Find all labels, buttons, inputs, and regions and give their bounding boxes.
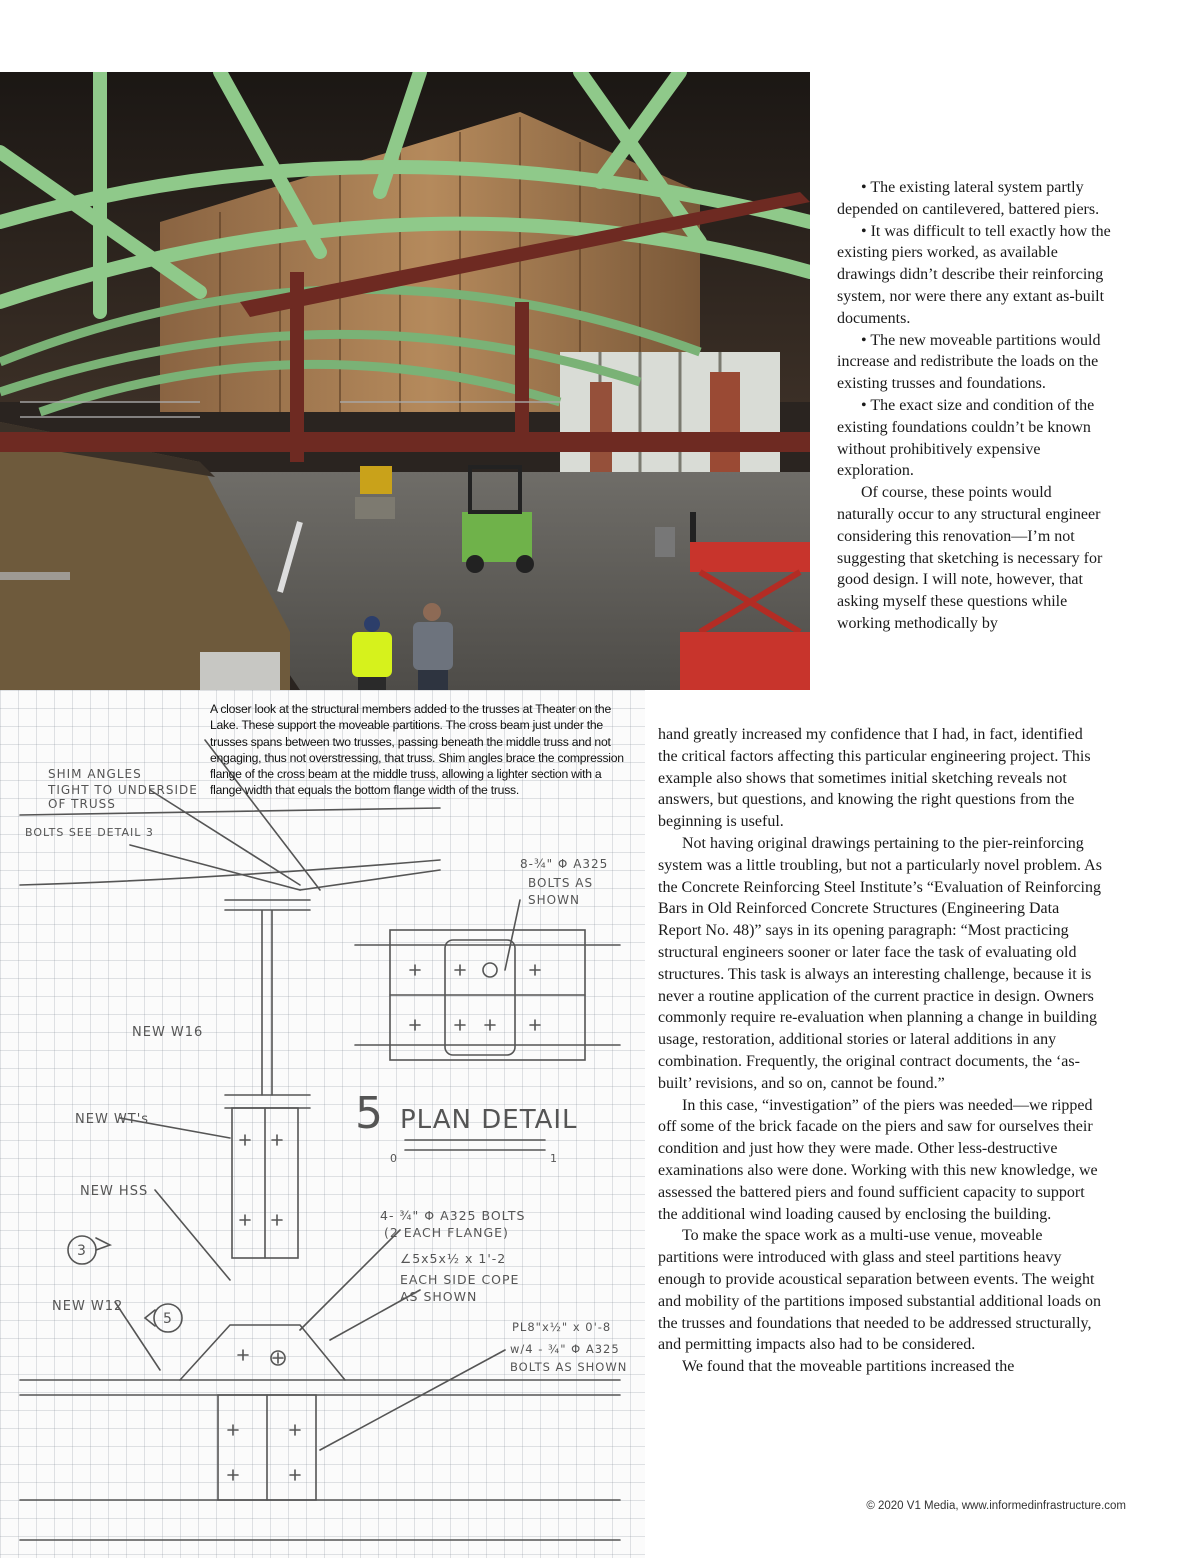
paragraph: • The new moveable partitions would increase and redistribute the loads on the existing trusses and foundations. <box>837 331 1101 393</box>
trash-can <box>655 527 675 557</box>
paragraph: • The existing lateral system partly depended on cantilevered, battered piers. <box>837 179 1100 218</box>
sketch-label-new-w12: NEW W12 <box>52 1299 124 1314</box>
truss-bottom-chord <box>20 860 440 885</box>
sketch-label-new-wts: NEW WT's <box>75 1112 150 1127</box>
sketch-label-bolts-flange-2: (2 EACH FLANGE) <box>384 1225 509 1240</box>
sketch-label-angle-1: ∠5x5x½ x 1'-2 <box>400 1251 507 1266</box>
sketch-label-bolts-see: BOLTS SEE DETAIL 3 <box>25 826 154 839</box>
paragraph: hand greatly increased my confidence that I had, in fact, identified the critical factors affecting this particular engineering project. This example also shows that sometimes initial sketching reveals not answers, but questions, and knowing the right questions from the beginning is useful. <box>658 726 1091 831</box>
paragraph: • The exact size and condition of the existing foundations couldn’t be known without prohibitively expensive exploration. <box>837 396 1095 480</box>
paragraph: • It was difficult to tell exactly how the existing piers worked, as available drawings didn’t describe their reinforcing system, nor were there any extant as-built documents. <box>837 222 1111 327</box>
sketch-label-angle-3: AS SHOWN <box>400 1289 478 1304</box>
sketch-scale-one: 1 <box>550 1152 558 1165</box>
text-column-top <box>837 177 1112 635</box>
sketch-label-angle-2: EACH SIDE COPE <box>400 1272 520 1287</box>
paragraph: To make the space work as a multi-use venue, moveable partitions were introduced with glass and steel partitions heavy enough to provide acoustical separation between events. The weight and mobility of the partitions imposed substantial additional loads on the trusses and foundations that needed to be addressed structurally, and permitting impacts also had to be considered. <box>658 1227 1102 1354</box>
truss-photo <box>0 72 810 690</box>
sketch-label-bolts-flange-1: 4- ¾" Φ A325 BOLTS <box>380 1208 526 1223</box>
paragraph: We found that the moveable partitions increased the <box>682 1358 1015 1376</box>
yellow-bin <box>360 466 392 494</box>
new-w12 <box>20 1380 620 1395</box>
photo-illustration <box>0 72 810 690</box>
text-column-bottom <box>658 724 1106 1378</box>
sketch-label-plate-3: BOLTS AS SHOWN <box>510 1360 628 1374</box>
red-cross-beam <box>0 432 810 452</box>
sketch-scale-zero: 0 <box>390 1152 398 1165</box>
sketch-label-a325-1: 8-¾" Φ A325 <box>520 857 609 871</box>
sketch-marker-3-label: 3 <box>77 1243 87 1259</box>
sketch-marker-5-label: 5 <box>163 1311 173 1327</box>
sketch-label-plate-2: w/4 - ¾" Φ A325 <box>510 1342 620 1356</box>
sketch-drawing <box>0 690 645 1558</box>
sketch-label-a325-2: BOLTS AS <box>528 876 594 890</box>
angle-cope <box>180 1325 345 1380</box>
sketch-label-shim-3: OF TRUSS <box>48 797 116 811</box>
sketch-detail-number: 5 <box>355 1088 384 1139</box>
sketch-label-new-hss: NEW HSS <box>80 1184 149 1199</box>
hand-sketch <box>0 690 645 1558</box>
paragraph: Not having original drawings pertaining to the pier-reinforcing system was a little troubling, but not a particularly novel problem. As the Concrete Reinforcing Steel Institute’s “Evaluation of Reinforcing Bars in Old Reinforced Concrete Structures (Engineering Data Report No. 48)” says in its opening paragraph: “Most practicing structural engineers sooner or later face the task of evaluating old structures. This task is always an interesting challenge, because it is never a routine application of the current practice in design. Owners commonly require re-evaluation when planning a change in building usage, restoration, additional stories or lateral additions in any combination. Frequently, the original contract documents, the ‘as-built’ revisions, and so on, cannot be found.” <box>658 834 1102 1092</box>
sketch-label-a325-3: SHOWN <box>528 893 580 907</box>
paragraph: Of course, these points would naturally occur to any structural engineer considering this renovation—I’m not suggesting that sketching is necessary for good design. I will note, however, that asking myself these questions while working methodically by <box>837 484 1103 632</box>
paragraph: In this case, “investigation” of the piers was needed—we ripped off some of the brick facade on the piers and saw for ourselves their condition and just how they were made. Other less-destructive examinations also were done. Working with this new knowledge, we assessed the battered piers and found sufficient capacity to support the additional wind loading caused by enclosing the building. <box>658 1096 1098 1223</box>
new-w16 <box>225 900 310 1095</box>
sketch-label-shim-1: SHIM ANGLES <box>48 767 142 781</box>
sketch-label-shim-2: TIGHT TO UNDERSIDE <box>48 783 198 797</box>
sketch-plan-detail: PLAN DETAIL <box>400 1105 578 1135</box>
copyright-footer: © 2020 V1 Media, www.informedinfrastructure.com <box>866 1500 1126 1512</box>
sketch-label-new-w16: NEW W16 <box>132 1025 204 1040</box>
sketch-label-plate-1: PL8"x½" x 0'-8 <box>512 1320 612 1334</box>
photo-caption: A closer look at the structural members added to the trusses at Theater on the Lake. These support the moveable partitions. The cross beam just under the trusses spans between two trusses, passing beneath the middle truss and not engaging, thus not overstressing, that truss. Shim angles brace the compression flange of the cross beam at the middle truss, allowing a lighter section with a flange width that equals the bottom flange width of the truss. <box>210 702 624 798</box>
